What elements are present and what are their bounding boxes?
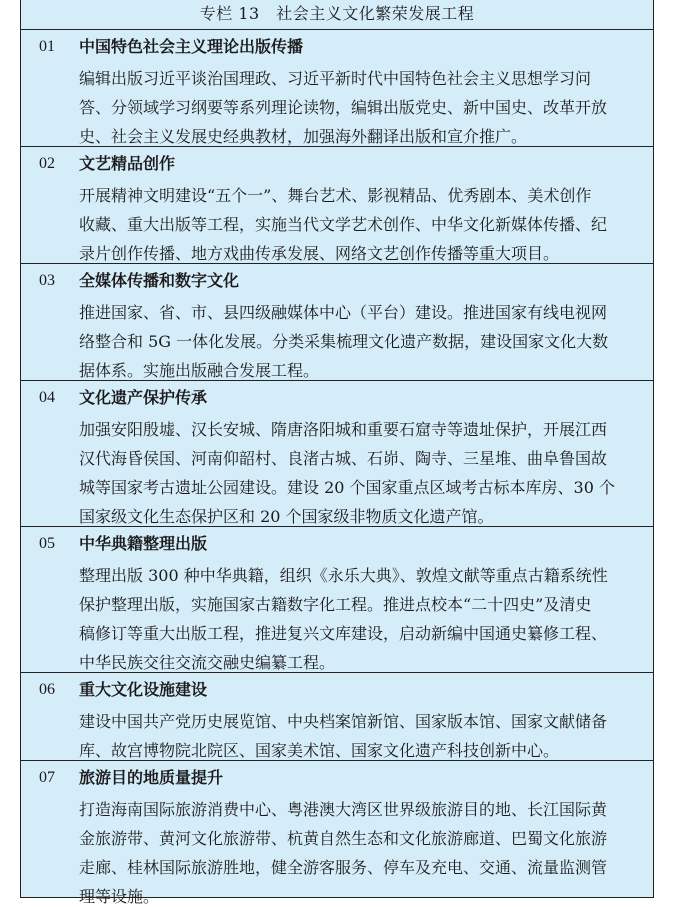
body-line: 据体系。实施出版融合发展工程。	[79, 361, 320, 380]
column-title: 专栏 13 社会主义文化繁荣发展工程	[21, 0, 653, 30]
section-header	[21, 264, 653, 298]
section-07	[21, 761, 653, 907]
section-title: 全媒体传播和数字文化	[79, 271, 240, 290]
body-line: 库、故宫博物院北院区、国家美术馆、国家文化遗产科技创新中心。	[79, 741, 560, 760]
section-04	[21, 381, 653, 527]
body-line: 稿修订等重大出版工程，推进复兴文库建设，启动新编中国通史纂修工程、	[79, 624, 608, 643]
section-body	[79, 561, 645, 673]
body-line: 编辑出版习近平谈治国理政、习近平新时代中国特色社会主义思想学习问	[79, 69, 592, 88]
body-line: 加强安阳殷墟、汉长安城、隋唐洛阳城和重要石窟寺等遗址保护，开展江西	[79, 420, 608, 439]
section-02	[21, 147, 653, 264]
section-header	[21, 761, 653, 795]
section-title: 文化遗产保护传承	[79, 388, 208, 407]
body-line: 理等设施。	[79, 887, 160, 906]
section-header	[21, 147, 653, 181]
section-01	[21, 30, 653, 147]
body-line: 保护整理出版，实施国家古籍数字化工程。推进点校本“二十四史”及清史	[79, 595, 592, 614]
section-header	[21, 527, 653, 561]
column-box	[20, 0, 654, 906]
section-05	[21, 527, 653, 673]
body-line: 建设中国共产党历史展览馆、中央档案馆新馆、国家版本馆、国家文献储备	[79, 712, 608, 731]
body-line: 城等国家考古遗址公园建设。建设 20 个国家重点区域考古标本库房、30 个	[79, 478, 615, 497]
body-line: 走廊、桂林国际旅游胜地，健全游客服务、停车及充电、交通、流量监测管	[79, 858, 608, 877]
section-number: 07	[39, 769, 55, 786]
body-line: 金旅游带、黄河文化旅游带、杭黄自然生态和文化旅游廊道、巴蜀文化旅游	[79, 829, 608, 848]
section-body	[79, 707, 645, 761]
body-line: 录片创作传播、地方戏曲传承发展、网络文艺创作传播等重大项目。	[79, 244, 560, 263]
section-header	[21, 673, 653, 707]
section-number: 04	[39, 389, 55, 406]
body-line: 史、社会主义发展史经典教材，加强海外翻译出版和宣介推广。	[79, 127, 528, 146]
body-line: 收藏、重大出版等工程，实施当代文学艺术创作、中华文化新媒体传播、纪	[79, 215, 608, 234]
section-body	[79, 795, 645, 907]
section-body	[79, 415, 645, 527]
body-line: 答、分领域学习纲要等系列理论读物，编辑出版党史、新中国史、改革开放	[79, 98, 608, 117]
section-body	[79, 64, 645, 147]
section-number: 03	[39, 272, 55, 289]
body-line: 打造海南国际旅游消费中心、粤港澳大湾区世界级旅游目的地、长江国际黄	[79, 800, 608, 819]
body-line: 络整合和 5G 一体化发展。分类采集梳理文化遗产数据，建设国家文化大数	[79, 332, 609, 351]
section-number: 01	[39, 38, 55, 55]
section-title: 文艺精品创作	[79, 154, 176, 173]
section-number: 05	[39, 535, 55, 552]
section-body	[79, 298, 645, 381]
section-title: 旅游目的地质量提升	[79, 768, 224, 787]
body-line: 中华民族交往交流交融史编纂工程。	[79, 653, 336, 672]
section-title: 重大文化设施建设	[79, 680, 208, 699]
section-number: 02	[39, 155, 55, 172]
body-line: 开展精神文明建设“五个一”、舞台艺术、影视精品、优秀剧本、美术创作	[79, 186, 592, 205]
body-line: 推进国家、省、市、县四级融媒体中心（平台）建设。推进国家有线电视网	[79, 303, 608, 322]
section-body	[79, 181, 645, 264]
section-title: 中华典籍整理出版	[79, 534, 208, 553]
section-header	[21, 381, 653, 415]
body-line: 汉代海昏侯国、河南仰韶村、良渚古城、石峁、陶寺、三星堆、曲阜鲁国故	[79, 449, 608, 468]
section-header	[21, 30, 653, 64]
body-line: 国家级文化生态保护区和 20 个国家级非物质文化遗产馆。	[79, 507, 494, 526]
body-line: 整理出版 300 种中华典籍，组织《永乐大典》、敦煌文献等重点古籍系统性	[79, 566, 608, 585]
section-03	[21, 264, 653, 381]
section-06	[21, 673, 653, 761]
section-title: 中国特色社会主义理论出版传播	[79, 37, 304, 56]
section-number: 06	[39, 681, 55, 698]
